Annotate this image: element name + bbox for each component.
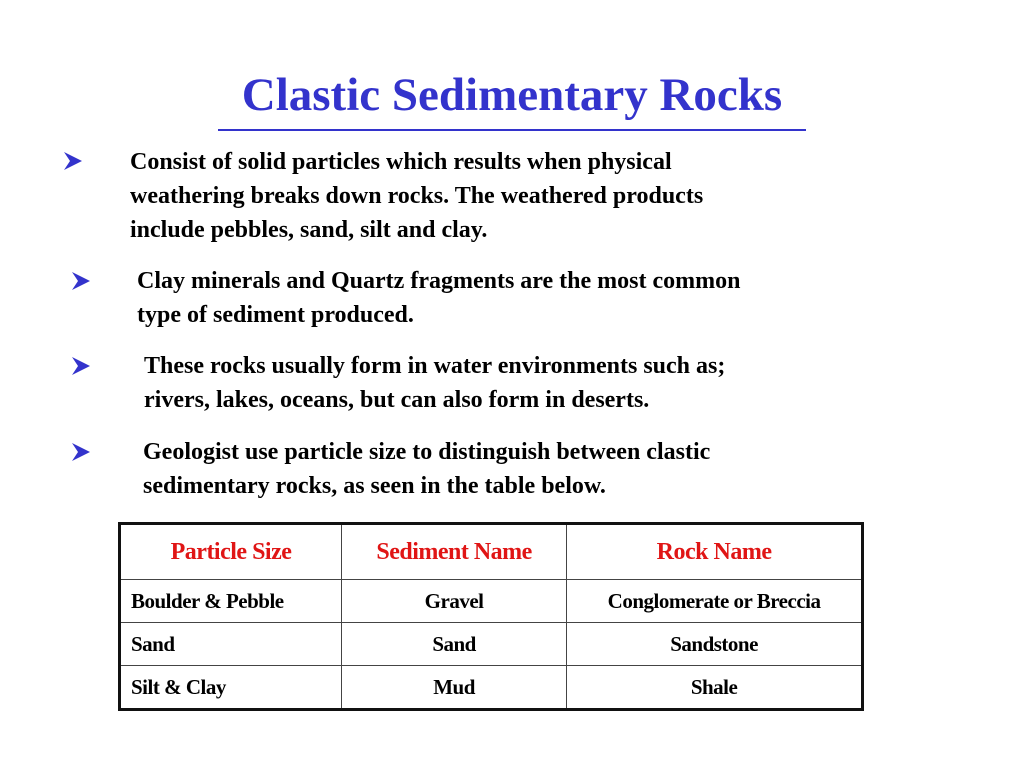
- arrow-bullet-icon: [62, 150, 84, 172]
- bullet-line: Clay minerals and Quartz fragments are the most common: [137, 268, 741, 294]
- slide-title: Clastic Sedimentary Rocks: [241, 69, 783, 121]
- cell-sediment-name: Gravel: [342, 580, 567, 623]
- title-underline: [218, 129, 806, 131]
- table-row: [120, 623, 863, 666]
- bullet-line: Consist of solid particles which results when physical: [130, 149, 672, 175]
- particle-size-table: [118, 522, 864, 711]
- bullet-line: These rocks usually form in water environments such as;: [144, 353, 726, 379]
- cell-particle-size: Silt & Clay: [120, 666, 342, 710]
- cell-particle-size: Boulder & Pebble: [120, 580, 342, 623]
- cell-rock-name: Conglomerate or Breccia: [567, 580, 863, 623]
- bullet-3: [144, 349, 725, 417]
- cell-rock-name: Sandstone: [567, 623, 863, 666]
- bullet-line: Geologist use particle size to distinguish between clastic: [143, 439, 711, 465]
- bullet-1: [130, 145, 703, 247]
- arrow-bullet-icon: [70, 270, 92, 292]
- table-header-row: [120, 524, 863, 580]
- cell-rock-name: Shale: [567, 666, 863, 710]
- bullet-line: type of sediment produced.: [137, 302, 414, 328]
- bullet-line: rivers, lakes, oceans, but can also form in deserts.: [144, 387, 650, 413]
- cell-sediment-name: Mud: [342, 666, 567, 710]
- header-rock-name: Rock Name: [567, 524, 863, 580]
- arrow-bullet-icon: [70, 355, 92, 377]
- bullet-4: [143, 435, 710, 503]
- arrow-bullet-icon: [70, 441, 92, 463]
- bullet-2: [137, 264, 740, 332]
- table-row: [120, 666, 863, 710]
- cell-sediment-name: Sand: [342, 623, 567, 666]
- header-sediment-name: Sediment Name: [342, 524, 567, 580]
- bullet-line: weathering breaks down rocks. The weathered products: [130, 183, 704, 209]
- cell-particle-size: Sand: [120, 623, 342, 666]
- table-row: [120, 580, 863, 623]
- header-particle-size: Particle Size: [120, 524, 342, 580]
- bullet-line: sedimentary rocks, as seen in the table below.: [143, 473, 606, 499]
- bullet-line: include pebbles, sand, silt and clay.: [130, 217, 488, 243]
